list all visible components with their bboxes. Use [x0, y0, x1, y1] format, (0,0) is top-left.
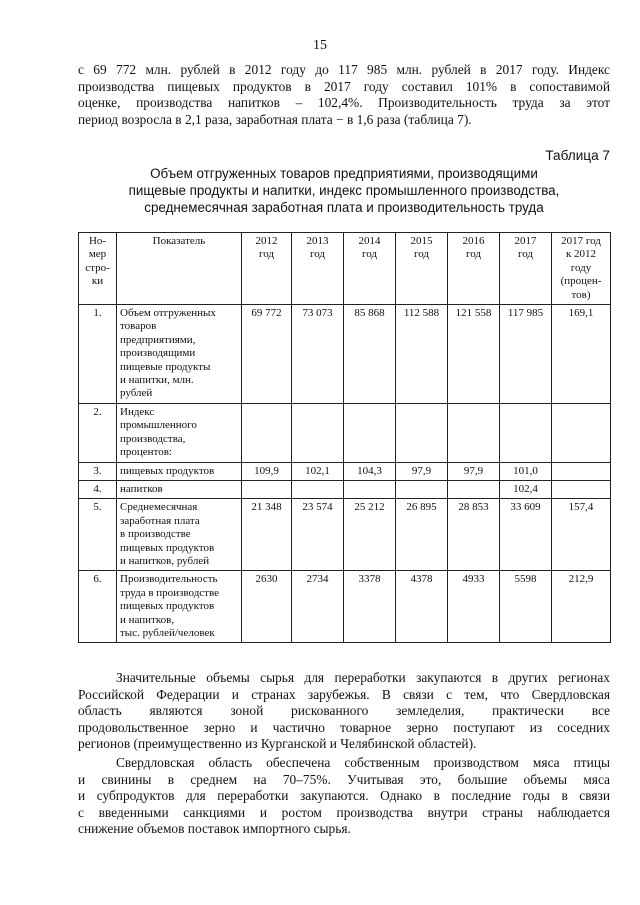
cell-v2017: 101,0	[500, 462, 552, 480]
intro-paragraph	[78, 62, 610, 128]
cell-v2017: 33 609	[500, 499, 552, 571]
text-line: Свердловская область обеспечена собственным производством мяса птицы	[116, 755, 610, 770]
cell-v2016	[448, 403, 500, 462]
cell-v2014	[344, 480, 396, 498]
cell-v2014: 3378	[344, 571, 396, 643]
cell-ratio: 157,4	[552, 499, 611, 571]
cell-v2013: 73 073	[292, 305, 344, 404]
cell-v2012: 69 772	[242, 305, 292, 404]
cell-ratio: 169,1	[552, 305, 611, 404]
cell-ratio: 212,9	[552, 571, 611, 643]
body-paragraph-2	[78, 755, 610, 838]
table-body	[79, 305, 611, 643]
cell-v2016: 121 558	[448, 305, 500, 404]
data-table	[78, 232, 611, 643]
table-row	[79, 403, 611, 462]
row-indicator: пищевых продуктов	[117, 462, 242, 480]
table-row	[79, 571, 611, 643]
cell-v2012: 109,9	[242, 462, 292, 480]
row-number: 4.	[79, 480, 117, 498]
cell-ratio	[552, 480, 611, 498]
header-2017: 2017 год	[500, 233, 552, 305]
header-2014: 2014 год	[344, 233, 396, 305]
text-line: регионов (преимущественно из Курганской и Челябинской областей).	[78, 736, 477, 752]
cell-v2016: 97,9	[448, 462, 500, 480]
row-number: 6.	[79, 571, 117, 643]
table-header-row	[79, 233, 611, 305]
cell-v2014: 104,3	[344, 462, 396, 480]
cell-v2013: 2734	[292, 571, 344, 643]
table-row	[79, 462, 611, 480]
cell-v2017: 5598	[500, 571, 552, 643]
text-line: Российской Федерации и странах зарубежья. В связи с тем, что Свердловская	[78, 686, 610, 702]
table-label: Таблица 7	[545, 148, 610, 163]
cell-v2014: 85 868	[344, 305, 396, 404]
cell-v2013: 23 574	[292, 499, 344, 571]
cell-v2015: 97,9	[396, 462, 448, 480]
header-2013: 2013 год	[292, 233, 344, 305]
row-number: 5.	[79, 499, 117, 571]
cell-ratio	[552, 403, 611, 462]
cell-ratio	[552, 462, 611, 480]
header-indicator: Показатель	[117, 233, 242, 305]
body-paragraph-1	[78, 670, 610, 753]
cell-v2017	[500, 403, 552, 462]
header-2012: 2012 год	[242, 233, 292, 305]
row-indicator: Производительность труда в производстве пищевых продуктов и напитков, тыс. рублей/человек	[117, 571, 242, 643]
cell-v2014	[344, 403, 396, 462]
text-line: с 69 772 млн. рублей в 2012 году до 117 985 млн. рублей в 2017 году. Индекс	[78, 62, 610, 77]
cell-v2015: 26 895	[396, 499, 448, 571]
row-number: 3.	[79, 462, 117, 480]
cell-v2013: 102,1	[292, 462, 344, 480]
row-indicator: Объем отгруженных товаров предприятиями, производящими пищевые продукты и напитки, млн. рублей	[117, 305, 242, 404]
table-title-line: Объем отгруженных товаров предприятиями, производящими	[150, 166, 538, 181]
row-indicator: напитков	[117, 480, 242, 498]
table-row	[79, 305, 611, 404]
text-line: и свинины в среднем на 70–75%. Учитывая это, большие объемы мяса	[78, 771, 610, 787]
text-line: область являются зоной рискованного земледелия, практически все	[78, 703, 610, 719]
row-indicator: Индекс промышленного производства, процентов:	[117, 403, 242, 462]
cell-v2016	[448, 480, 500, 498]
text-line: оценке, производства напитков – 102,4%. Производительность труда за этот	[78, 95, 610, 111]
table-row	[79, 499, 611, 571]
table-title	[78, 165, 610, 216]
text-line: снижение объемов поставок импортного сырья.	[78, 821, 351, 837]
cell-v2017: 117 985	[500, 305, 552, 404]
text-line: период возросла в 2,1 раза, заработная плата − в 1,6 раза (таблица 7).	[78, 111, 472, 127]
row-indicator: Среднемесячная заработная плата в производстве пищевых продуктов и напитков, рублей	[117, 499, 242, 571]
cell-v2012: 21 348	[242, 499, 292, 571]
text-line: продовольственное зерно и частично товарное зерно поступают из соседних	[78, 719, 610, 735]
table-row	[79, 480, 611, 498]
cell-v2012: 2630	[242, 571, 292, 643]
cell-v2013	[292, 480, 344, 498]
cell-v2012	[242, 403, 292, 462]
text-line: с введенными санкциями и ростом производства внутри страны наблюдается	[78, 804, 610, 820]
table-title-line: пищевые продукты и напитки, индекс промышленного производства,	[128, 183, 560, 198]
header-ratio: 2017 год к 2012 году (процен- тов)	[552, 233, 611, 305]
cell-v2016: 28 853	[448, 499, 500, 571]
text-line: и субпродуктов для переработки закупаются. Однако в последние годы в связи	[78, 788, 610, 804]
cell-v2017: 102,4	[500, 480, 552, 498]
cell-v2015: 4378	[396, 571, 448, 643]
text-line: производства пищевых продуктов в 2017 году составил 101% в сопоставимой	[78, 78, 610, 94]
cell-v2014: 25 212	[344, 499, 396, 571]
cell-v2015: 112 588	[396, 305, 448, 404]
row-number: 1.	[79, 305, 117, 404]
header-num: Но- мер стро- ки	[79, 233, 117, 305]
cell-v2015	[396, 480, 448, 498]
row-number: 2.	[79, 403, 117, 462]
cell-v2012	[242, 480, 292, 498]
header-2016: 2016 год	[448, 233, 500, 305]
cell-v2013	[292, 403, 344, 462]
cell-v2015	[396, 403, 448, 462]
text-line: Значительные объемы сырья для переработки закупаются в других регионах	[116, 670, 610, 685]
page-number: 15	[313, 38, 327, 53]
cell-v2016: 4933	[448, 571, 500, 643]
table-title-line: среднемесячная заработная плата и производительность труда	[144, 200, 544, 215]
header-2015: 2015 год	[396, 233, 448, 305]
